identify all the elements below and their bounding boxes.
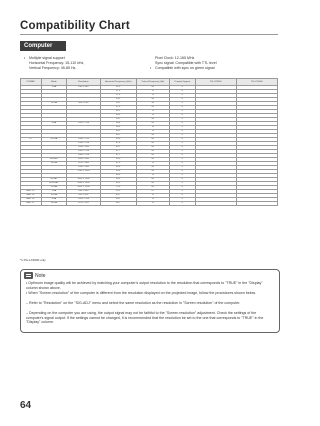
table-header-row [21,79,278,86]
table-cell: 1280 × 768 [67,142,100,146]
table-cell: 75 [136,202,169,206]
table-cell: 60 [136,158,169,162]
table-cell: 60.2 [100,198,136,202]
table-cell: 1024 × 768 [67,198,100,202]
table-cell: 60 [136,170,169,174]
table-cell: XGA [41,122,67,126]
table-cell: 53.7 [100,118,136,122]
table-cell: 75 [136,174,169,178]
table-cell: 1366 × 768 [67,154,100,158]
table-cell: 56.5 [100,126,136,130]
table-cell: ✔ [170,146,196,150]
table-cell: 1152 × 870 [67,202,100,206]
table-cell: ✔ [170,198,196,202]
table-header-cell: PG-LX2000 [236,79,277,86]
table-cell: ✔ [170,138,196,142]
table-cell: 72 [136,90,169,94]
spec-line: • Compatible with sync on green signal [150,66,215,70]
table-header-cell: Mode [41,79,67,86]
table-cell [195,202,236,206]
table-cell: ✔ [170,194,196,198]
page-title: Compatibility Chart [20,20,130,32]
table-cell: 48.4 [100,122,136,126]
table-cell: 37.5 [100,94,136,98]
table-cell: 60.0 [100,130,136,134]
spec-line: Horizontal Frequency: 15-110 kHz, [29,61,85,65]
table-cell: 60 [136,182,169,186]
table-cell: ✔ [170,202,196,206]
table-cell: 60 [136,178,169,182]
table-cell: ✔ [170,142,196,146]
table-cell: ✔ [170,102,196,106]
table-cell: SXGA [41,162,67,166]
table-cell: 80.0 [100,174,136,178]
table-cell: 640 × 480 [67,190,100,194]
table-cell: 75 [136,114,169,118]
note-item: – Depending on the computer you are using, the output signal may not be faithful to the "Screen resolution" adjustment. Check the settings of the computer's signal output. If the settings cannot be changed, it is recommended that the resolution be set to the one that corresponds to "TRUE" in the "Display" column. [26,311,264,325]
table-cell: 35.0 [100,190,136,194]
table-cell: SXGA+ [41,178,67,182]
table-cell: SXGA [41,202,67,206]
table-cell: ✔ [170,166,196,170]
table-cell: 72 [136,110,169,114]
table-cell: ✔ [170,162,196,166]
table-cell: 68.7 [100,134,136,138]
table-cell: 75 [136,198,169,202]
table-cell: MAC 13" [21,190,42,194]
table-cell: 60 [136,146,169,150]
table-cell: 43.3 [100,98,136,102]
table-cell: 75 [136,94,169,98]
spec-line: Sync signal: Compatible with TTL level [155,61,217,65]
table-cell: 48.1 [100,110,136,114]
table-cell: 60.0 [100,166,136,170]
table-cell: XGA [41,198,67,202]
table-cell: 85 [136,98,169,102]
spec-line: Pixel Clock: 12-165 MHz [155,56,195,60]
table-cell: 1280 × 960 [67,166,100,170]
table-cell: 68.7 [100,202,136,206]
specs-right [150,56,280,71]
table-header-cell: Vertical Frequency (Hz) [136,79,169,86]
table-cell: MAC 19" [21,198,42,202]
table-header-cell: Horizontal Frequency (kHz) [100,79,136,86]
table-cell: ✔ [170,86,196,90]
table-cell: 56 [136,102,169,106]
table-cell: 47.7 [100,150,136,154]
table-cell: SVGA [41,194,67,198]
note-icon [24,272,33,279]
table-cell: ✔ [170,134,196,138]
table-cell: ✔ [170,114,196,118]
table-cell: 70 [136,126,169,130]
table-cell: WSXGA+ [41,182,67,186]
table-cell: 65.3 [100,182,136,186]
table-cell: 1024 × 768 [67,122,100,126]
table-cell: 1152 × 864 [67,162,100,166]
table-cell: ✔ [170,150,196,154]
table-cell: ✔ [170,106,196,110]
table-cell: PC [21,138,42,142]
table-cell: 1440 × 900 [67,158,100,162]
table-cell: ✔ [170,154,196,158]
table-cell: 37.9 [100,106,136,110]
table-cell: MAC 21" [21,202,42,206]
table-header-cell: Display Support [170,79,196,86]
table-cell: ✔ [170,122,196,126]
table-cell: ✔ [170,178,196,182]
table-cell: ✔ [170,94,196,98]
table-cell: 55.9 [100,158,136,162]
table-cell: ✔ [170,190,196,194]
table-cell: WXGA+ [41,158,67,162]
table-header-cell: Resolution [67,79,100,86]
table-cell: 60 [136,166,169,170]
table-cell: SVGA [41,102,67,106]
table-cell: 60 [136,138,169,142]
table-cell: 67.5 [100,162,136,166]
table-cell: 1680 × 1050 [67,182,100,186]
table-cell: ✔ [170,158,196,162]
bullet-icon: • [24,56,26,60]
table-cell: 45.0 [100,138,136,142]
table-cell: 35.1 [100,102,136,106]
table-cell: 1280 × 720 [67,138,100,142]
table-cell: 60 [136,186,169,190]
table-cell: 37.9 [100,90,136,94]
section-tag: Computer [20,41,66,51]
table-cell: 60 [136,122,169,126]
bullet-icon: • [150,66,152,70]
table-cell: ✔ [170,98,196,102]
table-cell: 31.5 [100,86,136,90]
table-cell: 85 [136,134,169,138]
spec-line: • Multiple signal support [24,56,65,60]
table-cell: ✔ [170,126,196,130]
table-cell: 65.3 [100,178,136,182]
table-cell: 49.7 [100,146,136,150]
spec-line: Vertical Frequency: 45-85 Hz, [29,66,77,70]
table-cell: 1280 × 800 [67,146,100,150]
table-cell: 49.7 [100,194,136,198]
table-cell: 60 [136,154,169,158]
note-item: • When "Screen resolution" of the computer is different from the resolution displayed on the projected image, follow the procedures shown below. [26,291,256,295]
table-cell: 75.0 [100,186,136,190]
table-cell: 75 [136,162,169,166]
page-number: 64 [20,400,32,411]
table-cell: ✔ [170,90,196,94]
table-cell: 1280 × 1024 [67,170,100,174]
table-cell: 75 [136,194,169,198]
table-row [21,202,278,206]
compatibility-table [20,78,278,206]
table-cell: 75 [136,130,169,134]
table-cell: 60 [136,86,169,90]
table-cell: 60 [136,106,169,110]
table-header-cell: PC/MAC [21,79,42,86]
table-cell: ✔ [170,182,196,186]
table-cell: VGA [41,86,67,90]
table-cell [236,202,277,206]
table-cell: ✔ [170,174,196,178]
table-cell: 60 [136,150,169,154]
note-heading: Note [24,272,46,279]
table-cell: 640 × 480 [67,86,100,90]
table-cell: 60 [136,142,169,146]
note-item: – Refer to "Resolution" on the "SIG-ADJ" menu and select the same resolution as the resolution in "Screen resolution" of the computer. [26,301,241,305]
specs-left [24,56,144,71]
table-cell: 64.0 [100,170,136,174]
table-cell: UXGA [41,186,67,190]
note-item: • Optimum image quality will be achieved by matching your computer's output resolution to the resolution that corresponds to "TRUE" in the "Display" column shown above. [26,281,263,290]
table-cell: 1360 × 768 [67,150,100,154]
footnote: *1 PG-LX3000 only [20,258,46,262]
table-cell: 800 × 600 [67,102,100,106]
table-cell: 67 [136,190,169,194]
table-cell: 46.9 [100,114,136,118]
table-cell: 1400 × 1050 [67,178,100,182]
table-cell: 1600 × 1200 [67,186,100,190]
table-cell: ✔ [170,186,196,190]
table-cell: 47.8 [100,142,136,146]
table-cell: 832 × 624 [67,194,100,198]
table-cell: ✔ [170,118,196,122]
table-cell: 47.7 [100,154,136,158]
table-cell: 85 [136,118,169,122]
table-cell: WXGA [41,138,67,142]
table-cell: MAC 16" [21,194,42,198]
title-divider [20,34,278,35]
table-cell: ✔ [170,110,196,114]
table-cell: ✔ [170,170,196,174]
table-header-cell: PG-LX3000 [195,79,236,86]
table-cell: ✔ [170,130,196,134]
table-cell: VGA [41,190,67,194]
